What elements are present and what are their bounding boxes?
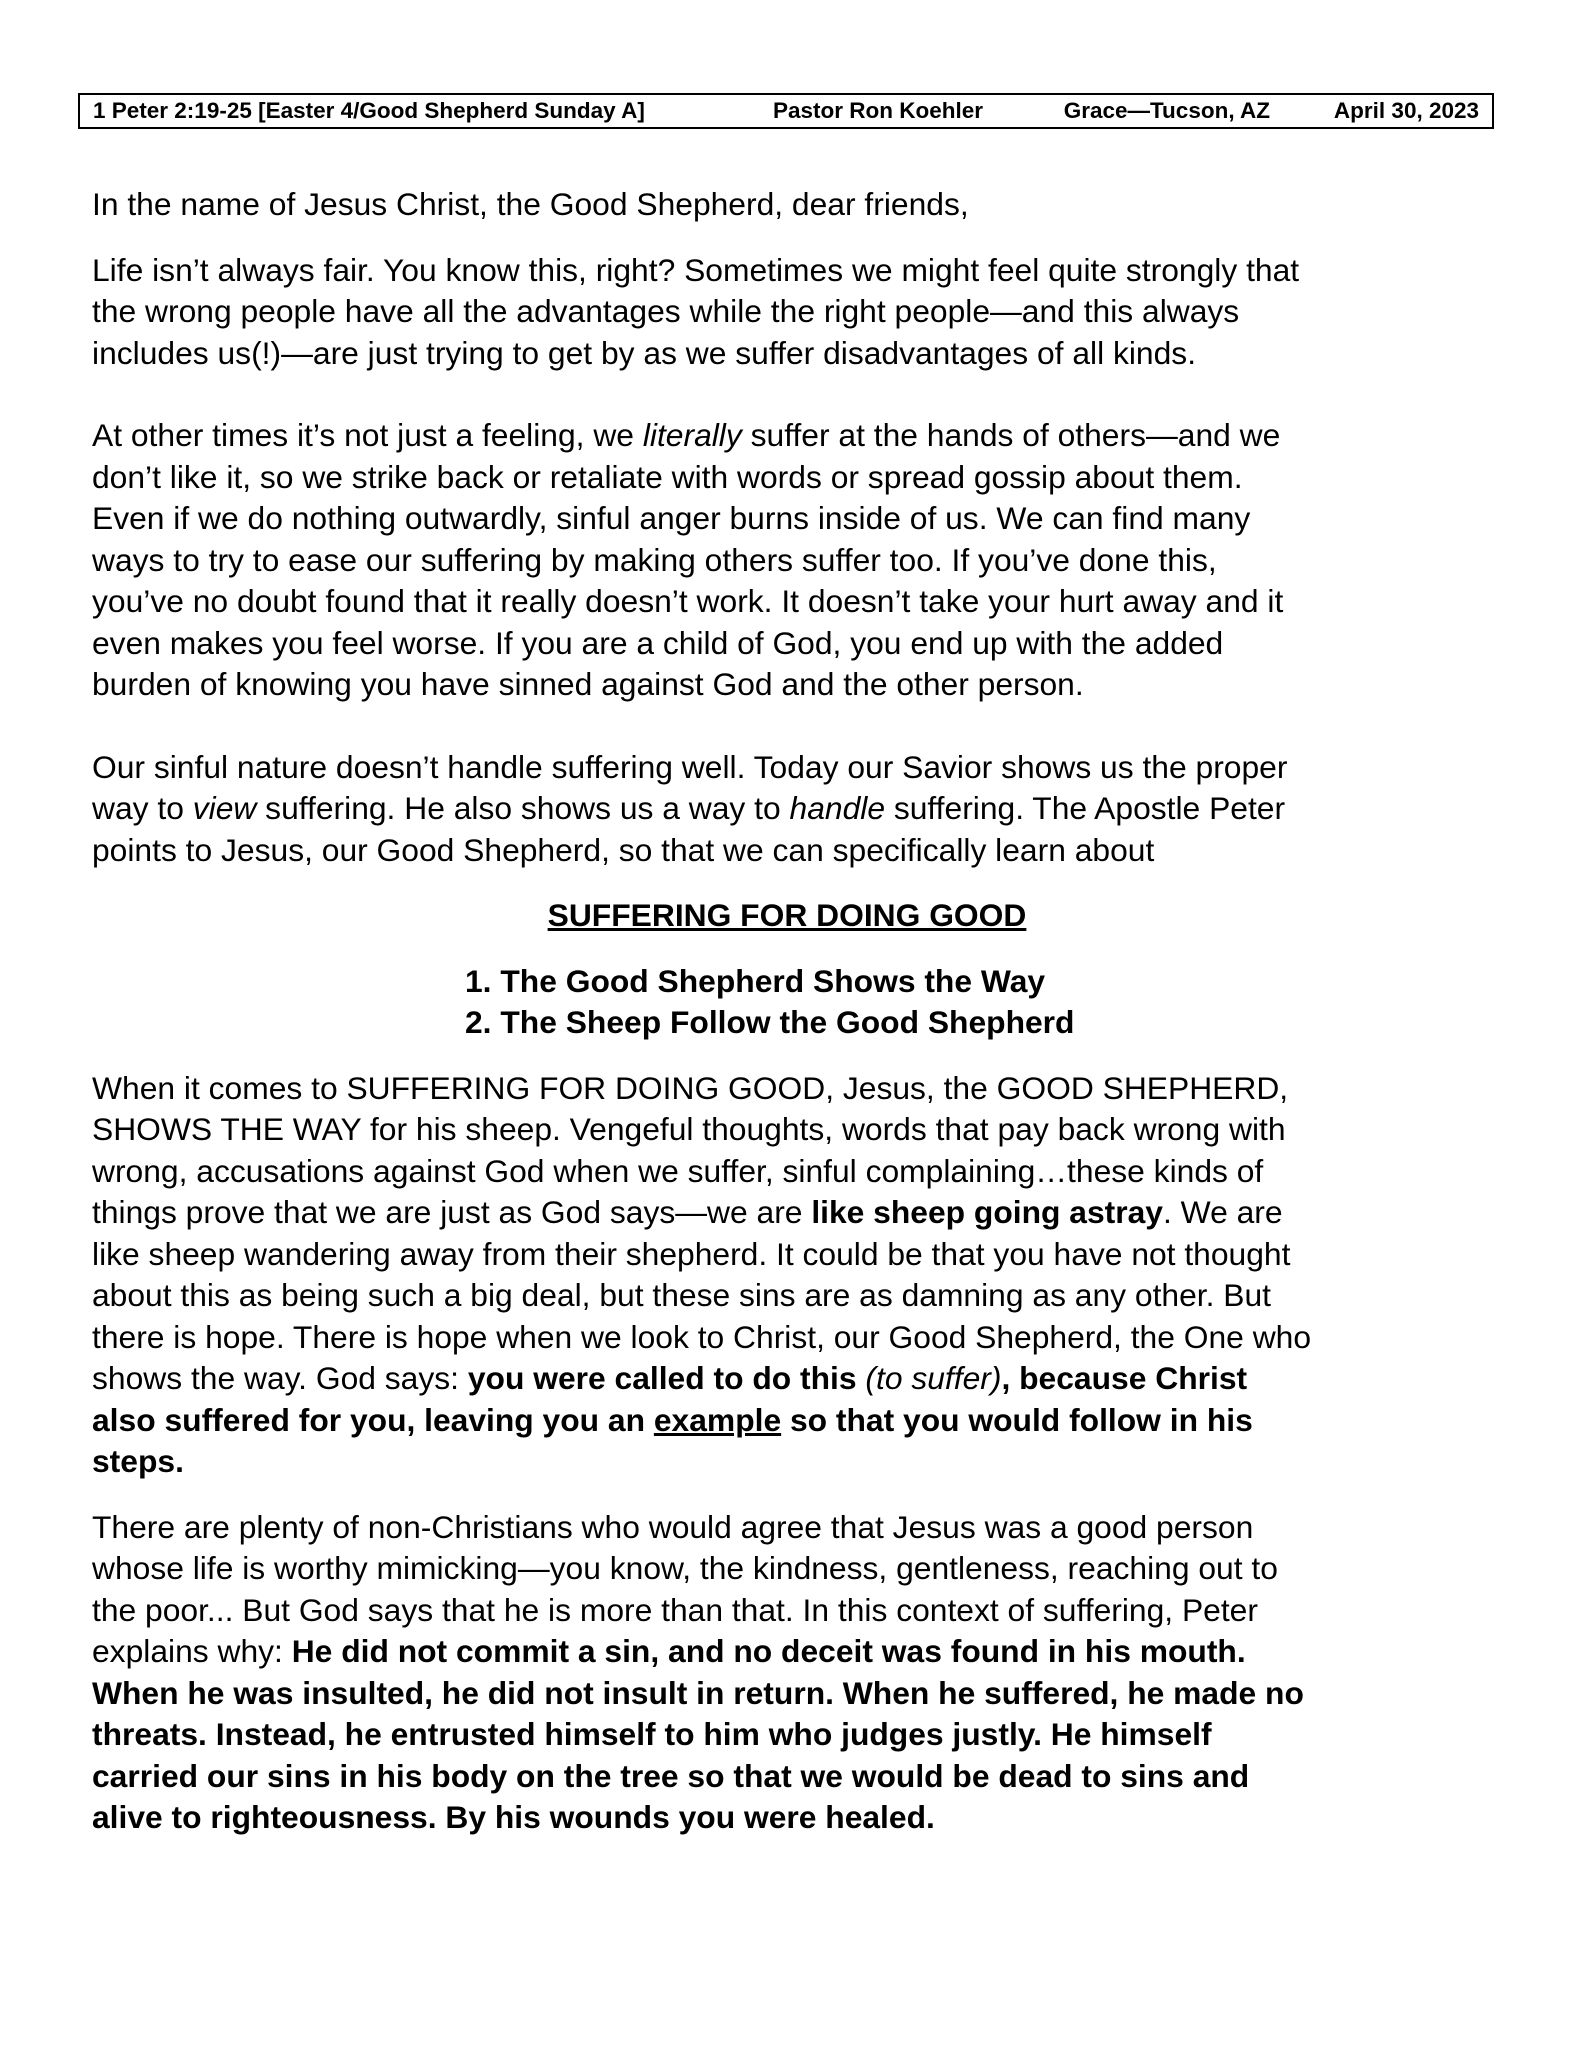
paragraph-line: When he was insulted, he did not insult in return. When he suffered, he made no	[92, 1674, 1304, 1711]
bold-quote: , because Christ	[1001, 1360, 1248, 1396]
paragraph-line: also suffered for you, leaving you an example so that you would follow in his	[92, 1401, 1253, 1438]
greeting-line: In the name of Jesus Christ, the Good Shepherd, dear friends,	[92, 186, 969, 222]
pastor-name: Pastor Ron Koehler	[772, 98, 984, 123]
paragraph-5	[92, 1507, 1502, 1839]
paragraph-line: steps.	[92, 1443, 184, 1479]
paragraph-1	[92, 250, 1502, 375]
paragraph-line: don’t like it, so we strike back or retaliate with words or spread gossip about them.	[92, 458, 1243, 495]
bold-quote: like sheep going astray	[811, 1194, 1163, 1230]
paragraph-line: you’ve no doubt found that it really doesn’t work. It doesn’t take your hurt away and it	[92, 583, 1284, 619]
paragraph-line: explains why: He did not commit a sin, and no deceit was found in his mouth.	[92, 1633, 1246, 1669]
emphasis-text: handle	[789, 790, 885, 826]
church-location: Grace—Tucson, AZ	[1063, 98, 1270, 123]
paragraph-line: the wrong people have all the advantages while the right people—and this always	[92, 293, 1240, 329]
sermon-header	[78, 93, 1494, 129]
outline-point: 2. The Sheep Follow the Good Shepherd	[465, 1004, 1075, 1040]
paragraph-line: the poor... But God says that he is more than that. In this context of suffering, Peter	[92, 1591, 1258, 1628]
paragraph-line: SHOWS THE WAY for his sheep. Vengeful thoughts, words that pay back wrong with	[92, 1111, 1286, 1147]
paragraph-line: When it comes to SUFFERING FOR DOING GOOD, Jesus, the GOOD SHEPHERD,	[92, 1069, 1289, 1106]
sermon-title: SUFFERING FOR DOING GOOD	[547, 897, 1027, 933]
bold-quote: you were called to do this	[467, 1360, 857, 1396]
paragraph-line: about this as being such a big deal, but these sins are as damning as any other. But	[92, 1277, 1272, 1313]
paragraph-line: even makes you feel worse. If you are a child of God, you end up with the added	[92, 624, 1224, 661]
paragraph-line: includes us(!)—are just trying to get by as we suffer disadvantages of all kinds.	[92, 334, 1197, 371]
paragraph-line: There are plenty of non-Christians who would agree that Jesus was a good person	[92, 1508, 1254, 1545]
paragraph-line: alive to righteousness. By his wounds you were healed.	[92, 1799, 935, 1835]
paragraph-line: At other times it’s not just a feeling, we literally suffer at the hands of others—and we	[92, 417, 1281, 453]
emphasis-text: (to suffer)	[865, 1360, 1002, 1396]
paragraph-line: ways to try to ease our suffering by making others suffer too. If you’ve done this,	[92, 541, 1217, 578]
greeting	[92, 184, 1502, 226]
paragraph-line: carried our sins in his body on the tree so that we would be dead to sins and	[92, 1757, 1250, 1794]
emphasis-text: literally	[642, 417, 742, 453]
paragraph-line: wrong, accusations against God when we suffer, sinful complaining…these kinds of	[92, 1152, 1264, 1189]
paragraph-line: shows the way. God says: you were called to do this (to suffer), because Christ	[92, 1360, 1248, 1396]
paragraph-line: threats. Instead, he entrusted himself to him who judges justly. He himself	[92, 1716, 1212, 1752]
paragraph-line: way to view suffering. He also shows us a way to handle suffering. The Apostle Peter	[92, 790, 1286, 826]
paragraph-line: like sheep wandering away from their shepherd. It could be that you have not thought	[92, 1235, 1291, 1272]
paragraph-3	[92, 747, 1502, 872]
paragraph-line: there is hope. There is hope when we look to Christ, our Good Shepherd, the One who	[92, 1318, 1312, 1355]
paragraph-line: points to Jesus, our Good Shepherd, so that we can specifically learn about	[92, 831, 1155, 868]
paragraph-line: Even if we do nothing outwardly, sinful anger burns inside of us. We can find many	[92, 500, 1251, 536]
bold-quote: He did not commit a sin, and no deceit was found in his mouth.	[291, 1633, 1246, 1669]
paragraph-4	[92, 1068, 1502, 1483]
underlined-word: example	[653, 1401, 782, 1438]
paragraph-2	[92, 415, 1502, 706]
scripture-reference: 1 Peter 2:19-25 [Easter 4/Good Shepherd Sunday A]	[93, 98, 645, 123]
paragraph-line: things prove that we are just as God says—we are like sheep going astray. We are	[92, 1194, 1283, 1230]
paragraph-line: whose life is worthy mimicking—you know, the kindness, gentleness, reaching out to	[92, 1550, 1278, 1586]
emphasis-text: view	[192, 790, 257, 826]
paragraph-line: Our sinful nature doesn’t handle suffering well. Today our Savior shows us the proper	[92, 748, 1288, 785]
outline-point: 1. The Good Shepherd Shows the Way	[465, 962, 1046, 999]
paragraph-line: burden of knowing you have sinned against God and the other person.	[92, 666, 1084, 702]
sermon-body	[92, 184, 1502, 1839]
paragraph-line: Life isn’t always fair. You know this, right? Sometimes we might feel quite strongly that	[92, 251, 1300, 288]
sermon-outline	[92, 961, 1502, 1044]
sermon-date: April 30, 2023	[1333, 98, 1480, 123]
